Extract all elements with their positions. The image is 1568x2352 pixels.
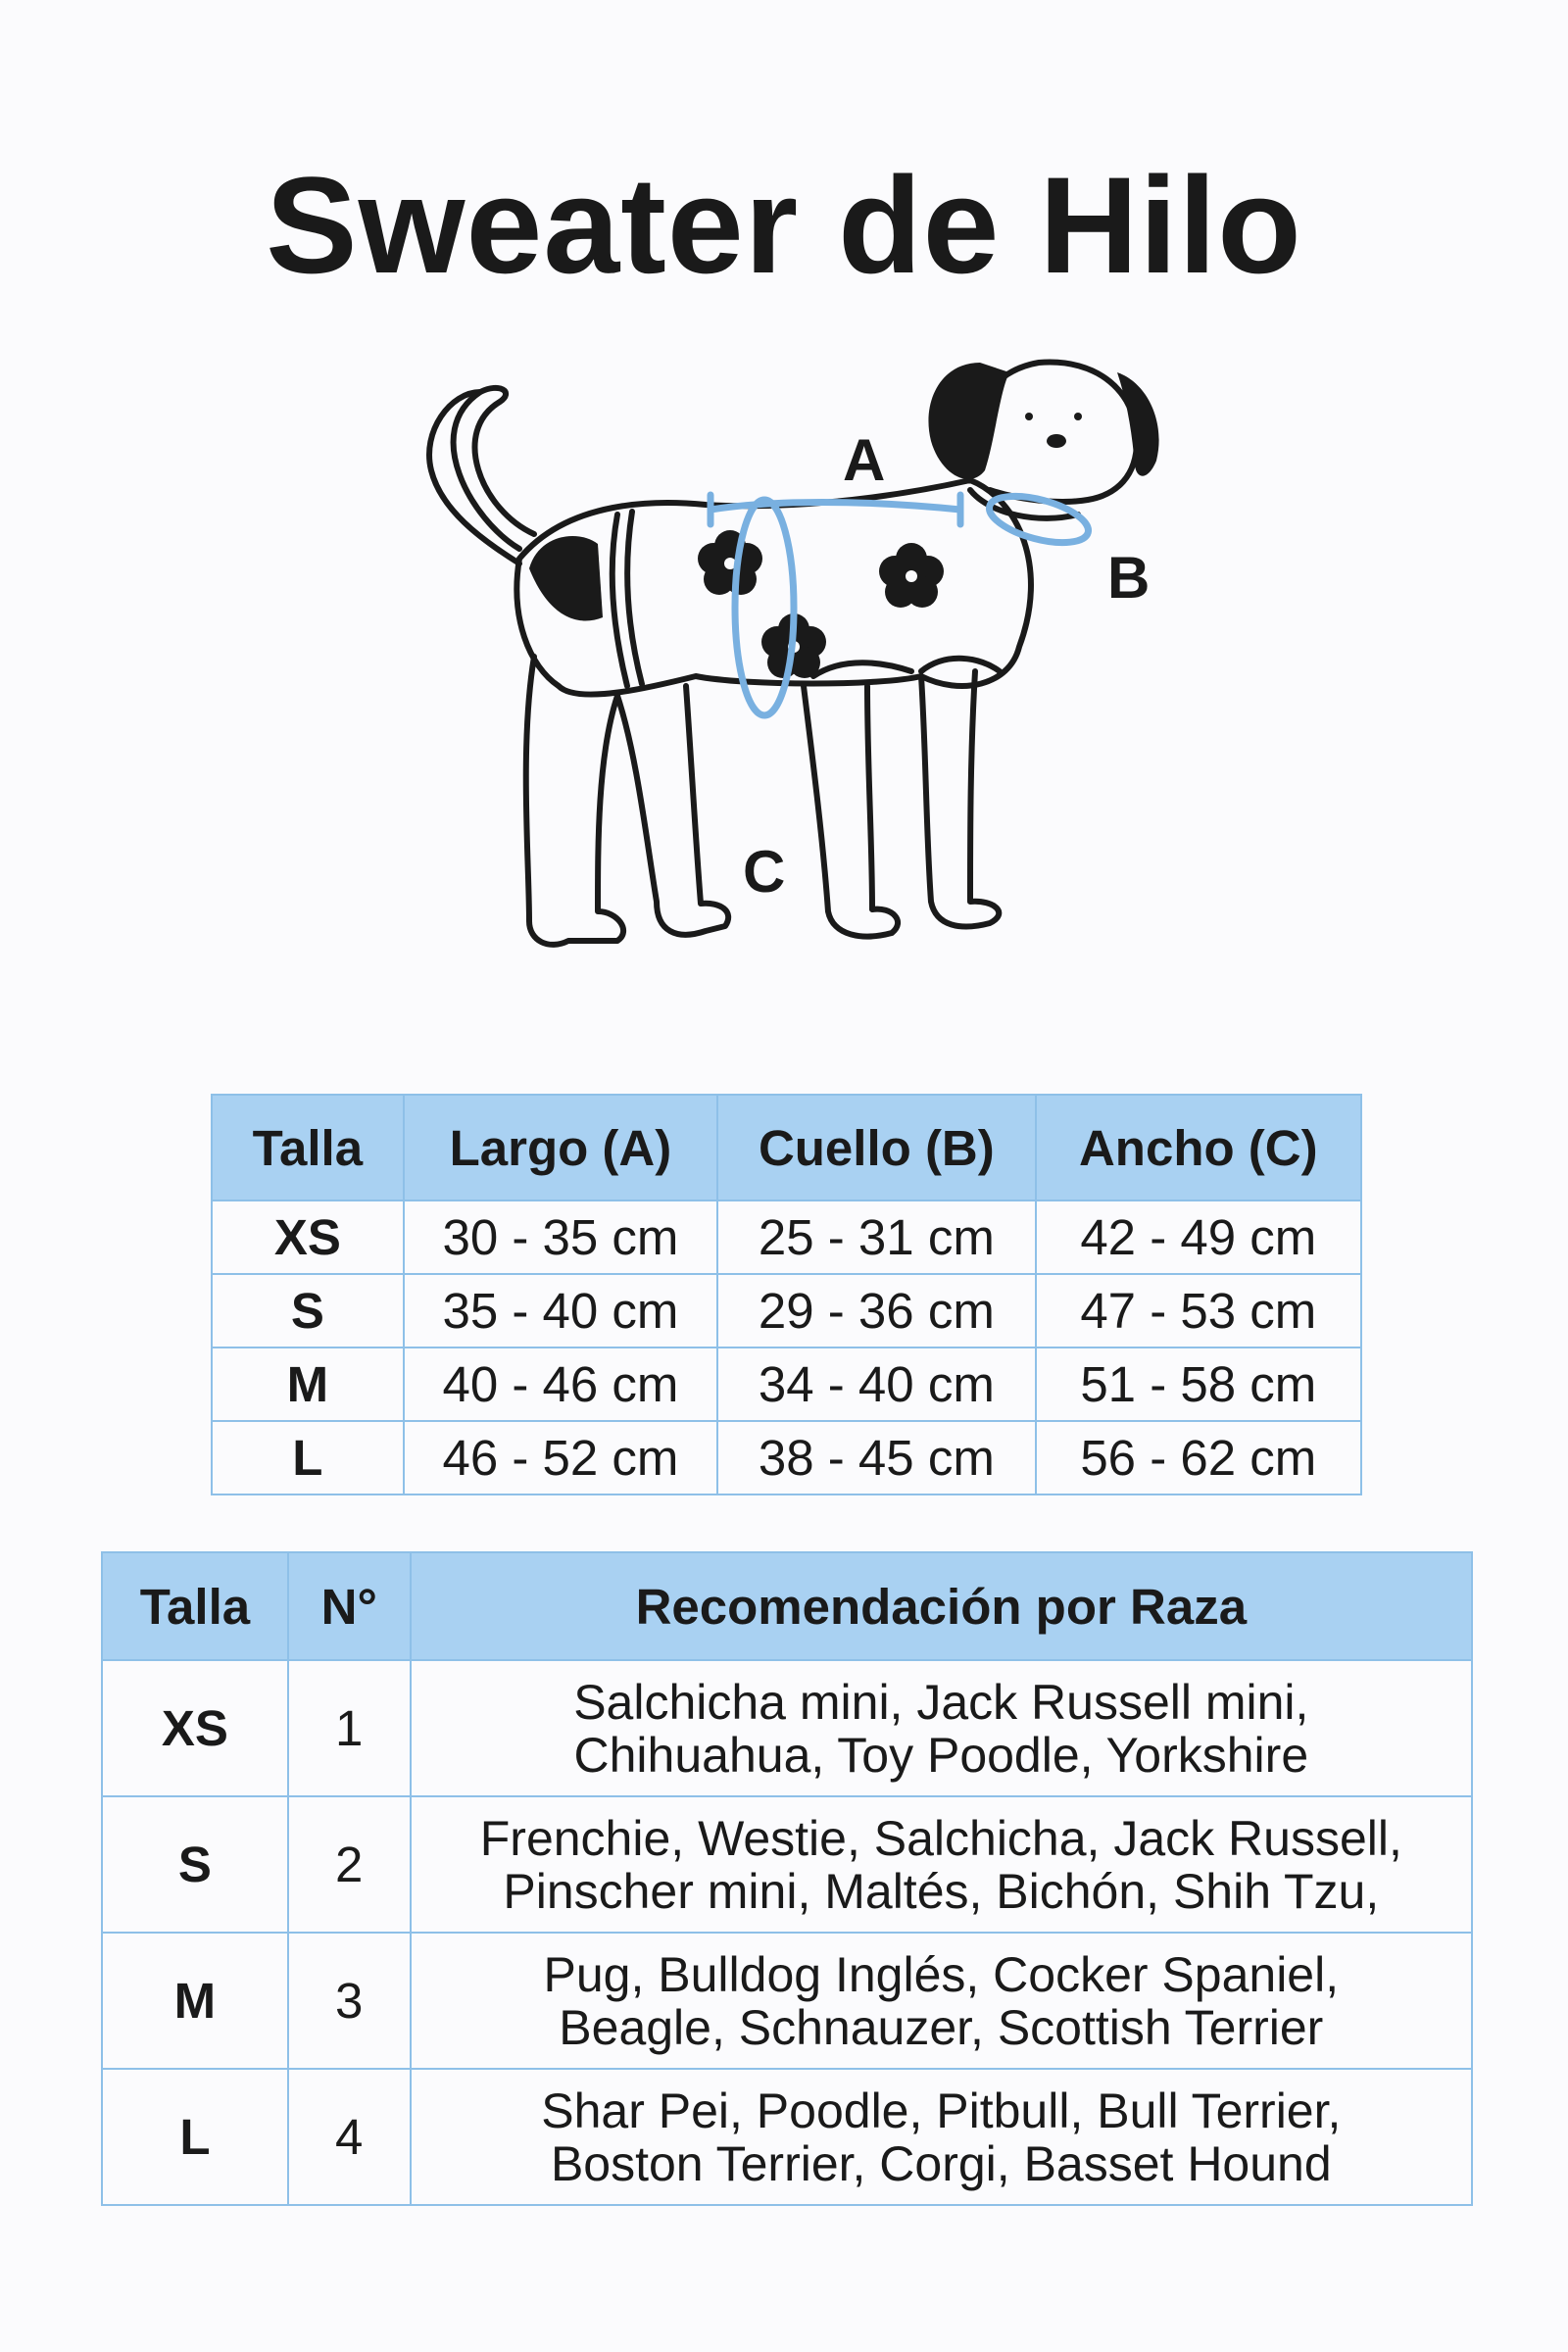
label-c: C: [743, 839, 786, 905]
number-cell: 3: [288, 1933, 411, 2069]
breeds-line: Chihuahua, Toy Poodle, Yorkshire: [573, 1727, 1309, 1783]
breeds-line: Pinscher mini, Maltés, Bichón, Shih Tzu,: [503, 1863, 1380, 1919]
header-talla: Talla: [212, 1095, 404, 1200]
header-largo: Largo (A): [404, 1095, 717, 1200]
breeds-cell: [411, 1660, 1472, 1796]
ancho-cell: 56 - 62 cm: [1036, 1421, 1361, 1494]
header-numero: N°: [288, 1552, 411, 1660]
size-cell: XS: [102, 1660, 288, 1796]
breeds-line: Pug, Bulldog Inglés, Cocker Spaniel,: [543, 1946, 1340, 2002]
breeds-line: Boston Terrier, Corgi, Basset Hound: [550, 2135, 1332, 2191]
size-cell: S: [102, 1796, 288, 1933]
size-table-header-row: [212, 1095, 1361, 1200]
dog-ear-right: [1117, 372, 1159, 476]
size-table: [211, 1094, 1362, 1495]
table-row: [212, 1200, 1361, 1274]
size-cell: L: [212, 1421, 404, 1494]
size-cell: S: [212, 1274, 404, 1348]
cuello-cell: 34 - 40 cm: [717, 1348, 1035, 1421]
breeds-cell: [411, 2069, 1472, 2205]
table-row: [102, 1660, 1472, 1796]
breed-table: [101, 1551, 1473, 2206]
cuello-cell: 25 - 31 cm: [717, 1200, 1035, 1274]
breeds-line: Salchicha mini, Jack Russell mini,: [573, 1674, 1309, 1730]
largo-cell: 40 - 46 cm: [404, 1348, 717, 1421]
table-row: [102, 2069, 1472, 2205]
breeds-cell: [411, 1933, 1472, 2069]
table-row: [102, 1796, 1472, 1933]
header-ancho: Ancho (C): [1036, 1095, 1361, 1200]
breeds-line: Frenchie, Westie, Salchicha, Jack Russell,: [479, 1810, 1402, 1866]
header-talla: Talla: [102, 1552, 288, 1660]
breeds-line: Shar Pei, Poodle, Pitbull, Bull Terrier,: [541, 2082, 1342, 2138]
label-a: A: [843, 427, 886, 493]
size-cell: M: [102, 1933, 288, 2069]
breeds-cell: [411, 1796, 1472, 1933]
dog-sweater-illustration: [333, 333, 1215, 1058]
ancho-cell: 42 - 49 cm: [1036, 1200, 1361, 1274]
dog-ear-left: [928, 363, 1009, 479]
table-row: [212, 1274, 1361, 1348]
largo-cell: 30 - 35 cm: [404, 1200, 717, 1274]
header-cuello: Cuello (B): [717, 1095, 1035, 1200]
size-cell: XS: [212, 1200, 404, 1274]
number-cell: 2: [288, 1796, 411, 1933]
cuello-cell: 29 - 36 cm: [717, 1274, 1035, 1348]
size-cell: M: [212, 1348, 404, 1421]
measure-length-a: [710, 503, 960, 511]
number-cell: 4: [288, 2069, 411, 2205]
label-b: B: [1107, 545, 1151, 611]
breeds-line: Beagle, Schnauzer, Scottish Terrier: [559, 1999, 1324, 2055]
header-recomendacion: Recomendación por Raza: [411, 1552, 1472, 1660]
dog-spot: [529, 536, 603, 620]
page-title: Sweater de Hilo: [266, 148, 1302, 302]
table-row: [212, 1348, 1361, 1421]
table-row: [102, 1933, 1472, 2069]
ancho-cell: 51 - 58 cm: [1036, 1348, 1361, 1421]
largo-cell: 35 - 40 cm: [404, 1274, 717, 1348]
ancho-cell: 47 - 53 cm: [1036, 1274, 1361, 1348]
table-row: [212, 1421, 1361, 1494]
largo-cell: 46 - 52 cm: [404, 1421, 717, 1494]
breed-table-header-row: [102, 1552, 1472, 1660]
number-cell: 1: [288, 1660, 411, 1796]
size-cell: L: [102, 2069, 288, 2205]
cuello-cell: 38 - 45 cm: [717, 1421, 1035, 1494]
